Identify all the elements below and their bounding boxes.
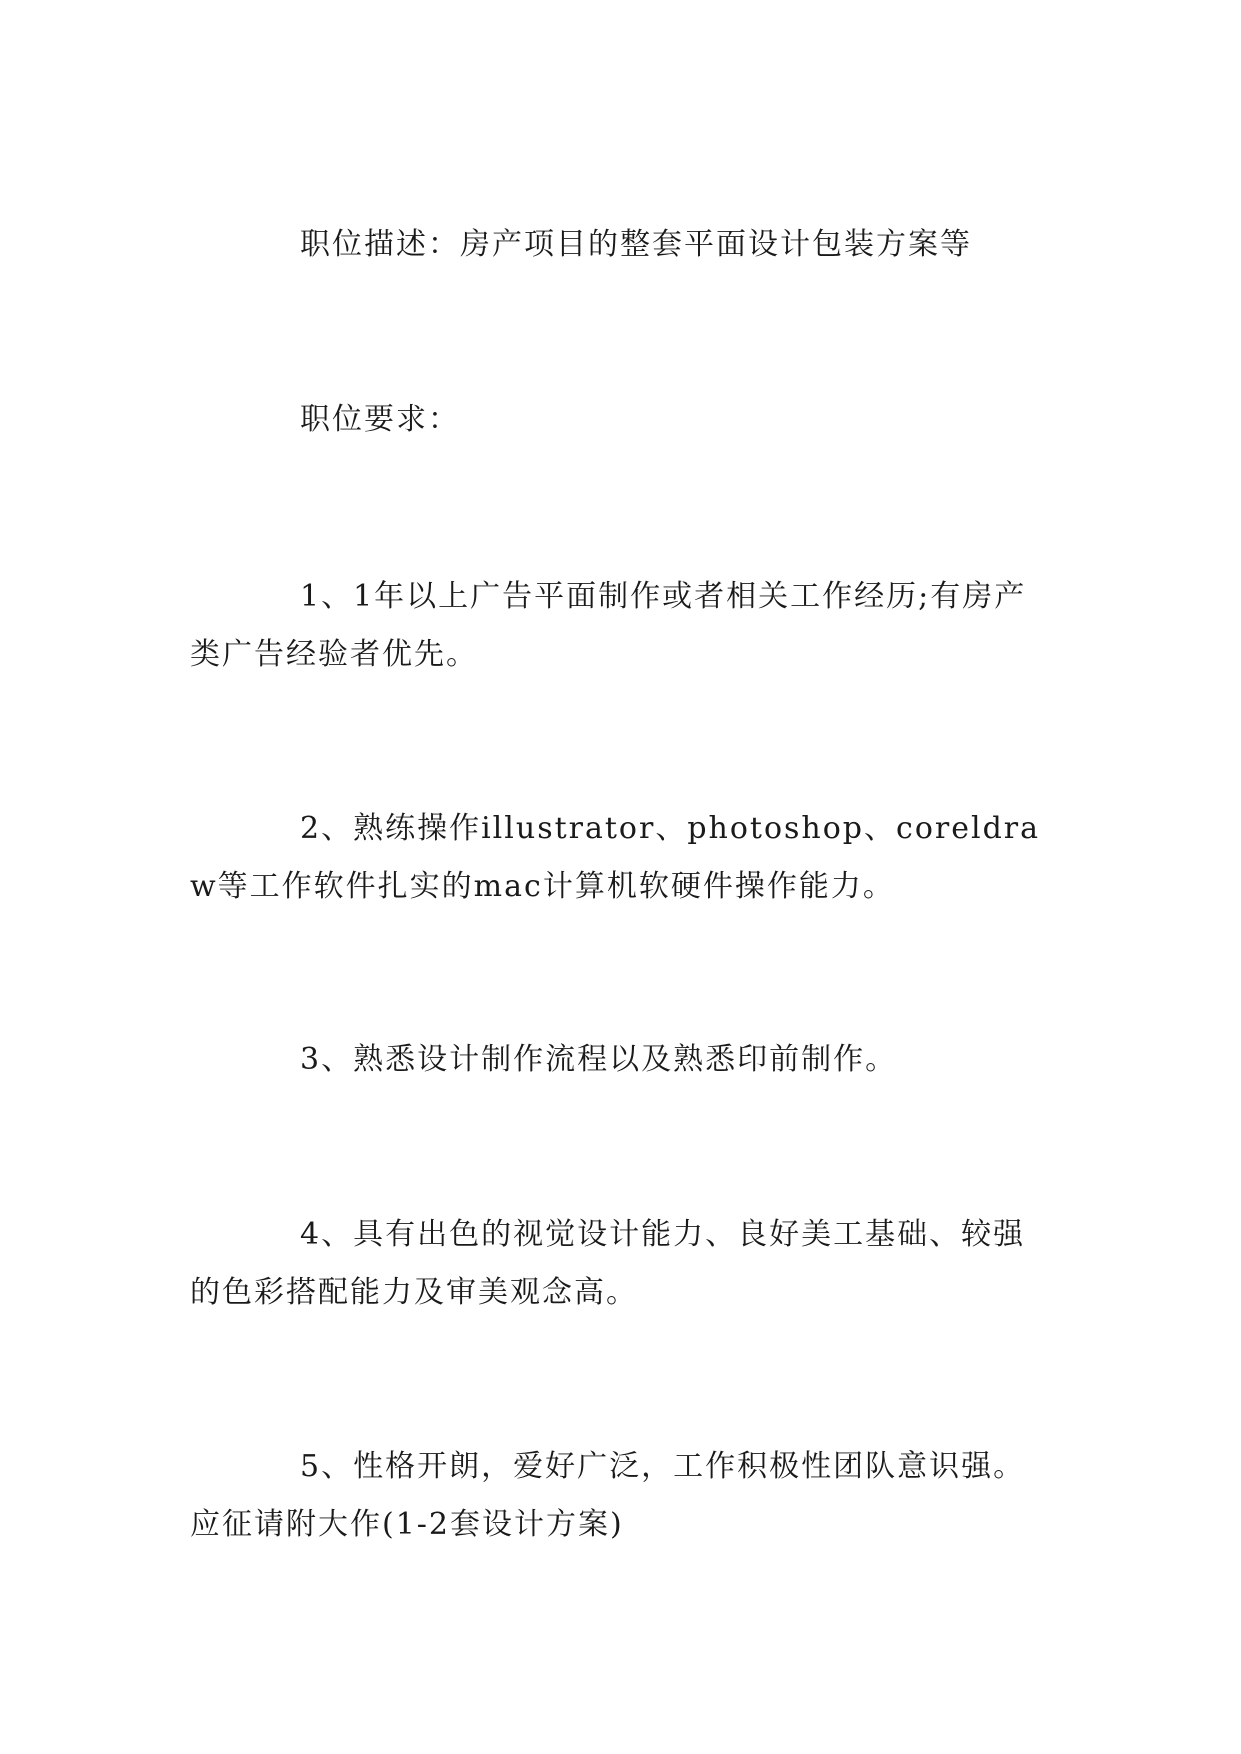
requirement-item-2: 2、熟练操作illustrator、photoshop、coreldraw等工作软件扎实的mac计算机软硬件操作能力。 (190, 811, 1040, 904)
requirement-item-5: 5、性格开朗，爱好广泛，工作积极性团队意识强。应征请附大作(1-2套设计方案) (190, 1449, 1026, 1542)
job-description-paragraph: 职位描述：房产项目的整套平面设计包装方案等 (300, 227, 972, 262)
requirement-item-3: 3、熟悉设计制作流程以及熟悉印前制作。 (300, 1042, 898, 1077)
requirement-item-4: 4、具有出色的视觉设计能力、良好美工基础、较强的色彩搭配能力及审美观念高。 (190, 1217, 1026, 1310)
requirement-item-1: 1、1年以上广告平面制作或者相关工作经历;有房产类广告经验者优先。 (190, 579, 1027, 672)
job-requirements-heading: 职位要求： (300, 402, 460, 437)
